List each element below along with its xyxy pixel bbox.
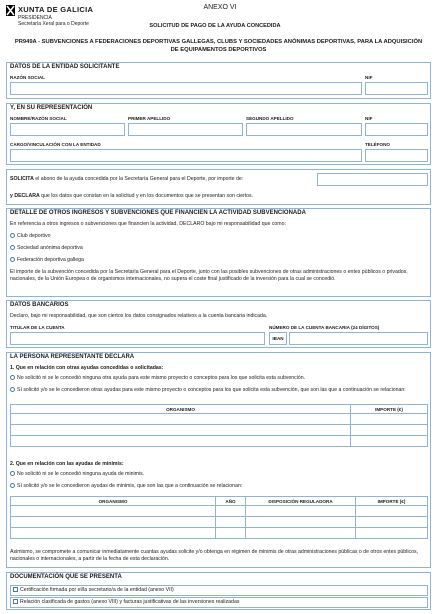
titular-input[interactable] — [10, 332, 265, 345]
section-bancarios — [6, 300, 431, 348]
checkbox-icon[interactable] — [13, 599, 18, 604]
col-organismo: ORGANISMO — [11, 497, 216, 506]
q2-option-no[interactable]: No solicitó ni se le concedió ninguna ayuda de minimis. — [10, 471, 144, 478]
bank-declaration: Declaro, bajo mi responsabilidad, que son ciertos los datos consignados relativos a la cuenta bancaria indicada. — [10, 313, 268, 319]
section-solicita — [6, 169, 431, 205]
table-row[interactable] — [11, 414, 428, 425]
option-sociedad[interactable]: Sociedad anónima deportiva — [10, 245, 83, 252]
col-ano: AÑO — [216, 497, 246, 506]
cargo-input[interactable] — [10, 149, 362, 162]
section-entidad — [6, 62, 431, 99]
radio-icon[interactable] — [10, 483, 15, 488]
doc-certificacion[interactable]: Certificación firmada por el/la secretario/a de la entidad (anexo VII) — [10, 585, 428, 596]
label-razon-social: RAZÓN SOCIAL — [10, 75, 45, 80]
radio-icon[interactable] — [10, 257, 15, 262]
section-otros-ingresos — [6, 208, 431, 297]
col-importe: IMPORTE (€) — [356, 497, 428, 506]
nombre-input[interactable] — [10, 123, 125, 136]
label-nombre: NOMBRE/RAZÓN SOCIAL — [10, 116, 67, 121]
solicita-text: SOLICITA el abono de la ayuda concedida por la Secretaría General para el Deporte, por importe de: — [10, 176, 244, 182]
q1-option-si[interactable]: Sí solicitó y/o se le concedieron otras ayudas para este mismo proyecto o conceptos para los que solicita esta subvención, que son las que a continuación se relacionan: — [10, 387, 428, 394]
document-title: SOLICITUD DE PAGO DE LA AYUDA CONCEDIDA — [149, 23, 281, 29]
section-title: DETALLE DE OTROS INGRESOS Y SUBVENCIONES QUE FINANCIEN LA ACTIVIDAD SUBVENCIONADA — [10, 210, 306, 216]
telefono-input[interactable] — [365, 149, 428, 162]
q2-option-si[interactable]: Sí solicitó y/o se le concedieron ayudas de minimis, que son las que a continuación se relacionan: — [10, 483, 242, 490]
section-documentacion — [6, 572, 431, 610]
question-1: 1. Que en relación con otras ayudas concedidas o solicitadas: — [10, 365, 164, 371]
intro-text: En referencia a otros ingresos o subvenciones que financien la actividad, DECLARO bajo mi responsabilidad que como: — [10, 221, 286, 227]
col-importe: IMPORTE (€) — [351, 405, 428, 414]
section-representacion — [6, 103, 431, 165]
option-federacion[interactable]: Federación deportiva gallega — [10, 257, 84, 264]
table-minimis — [10, 496, 428, 539]
label-numero-cuenta: NÚMERO DE LA CUENTA BANCARIA (24 DÍGITOS) — [269, 325, 380, 330]
section-title: DATOS DE LA ENTIDAD SOLICITANTE — [10, 64, 120, 70]
segundo-apellido-input[interactable] — [246, 123, 362, 136]
table-row[interactable] — [11, 506, 428, 517]
radio-icon[interactable] — [10, 375, 15, 380]
q1-option-no[interactable]: No solicitó ni se le concedió ninguna otra ayuda para este mismo proyecto o conceptos para los que solicita esta subvención. — [10, 375, 425, 382]
checkbox-icon[interactable] — [13, 587, 18, 592]
label-titular: TITULAR DE LA CUENTA — [10, 325, 65, 330]
col-disposicion: DISPOSICIÓN REGULADORA — [246, 497, 356, 506]
label-nif: NIF — [365, 116, 373, 121]
question-2: 2. Que en relación con las ayudas de minimis: — [10, 461, 124, 467]
procedure-title: PR949A - SUBVENCIONES A FEDERACIONES DEPORTIVAS GALLEGAS, CLUBS Y SOCIEDADES ANÓNIMAS DEPORTIVAS, PARA LA ADQUISICIÓN DE EQUIPAMENTOS DEPORTIVOS — [14, 39, 423, 53]
table-row[interactable] — [11, 425, 428, 436]
table-row[interactable] — [11, 436, 428, 447]
radio-icon[interactable] — [10, 471, 15, 476]
department: PRESIDENCIA — [18, 15, 52, 21]
radio-icon[interactable] — [10, 387, 15, 392]
col-organismo: ORGANISMO — [11, 405, 351, 414]
table-row[interactable] — [11, 528, 428, 539]
section-title: LA PERSONA REPRESENTANTE DECLARA — [10, 354, 135, 360]
iban-label: IBAN — [269, 332, 287, 345]
logo-text: XUNTA DE GALICIA — [18, 5, 94, 14]
doc-relacion-gastos[interactable]: Relación clasificada de gastos (anexo VIII) y facturas justificativas de las inversiones realizadas — [10, 597, 428, 608]
section-title: Y, EN SU REPRESENTACIÓN — [10, 105, 93, 111]
rep-nif-input[interactable] — [365, 123, 428, 136]
importe-input[interactable] — [317, 173, 428, 186]
section-title: DATOS BANCARIOS — [10, 302, 69, 308]
label-telefono: TELÉFONO — [365, 142, 391, 147]
label-nif: NIF — [365, 75, 373, 80]
compromiso-text: Asimismo, se compromete a comunicar inmediatamente cuantas ayudas solicite y/o obtenga en régimen de minimis de otras administraciones públicas o de otros entes públicos, nacionales o internacionales, a partir de la fecha de esta declaración. — [10, 549, 418, 562]
option-club[interactable]: Club deportivo — [10, 233, 50, 240]
label-segundo-apellido: SEGUNDO APELLIDO — [246, 116, 294, 121]
nif-input[interactable] — [365, 82, 428, 95]
label-cargo: CARGO/VINCULACIÓN CON LA ENTIDAD — [10, 142, 101, 147]
razon-social-input[interactable] — [10, 82, 362, 95]
section-declara — [6, 352, 431, 568]
radio-icon[interactable] — [10, 233, 15, 238]
importe-text: El importe de la subvención concedida por la Secretaría General para el Deporte, junto con las posibles subvenciones de otras administraciones o entes públicos o privados, nacionales, de la Unión Europea o de organismos internacionales, no supera el coste final justificado de la inversión para la cual se concedió. — [10, 269, 408, 282]
primer-apellido-input[interactable] — [128, 123, 243, 136]
subdepartment: Secretaría Xeral para o Deporte — [18, 21, 89, 27]
xunta-logo-icon — [6, 5, 15, 16]
radio-icon[interactable] — [10, 245, 15, 250]
cuenta-input[interactable] — [289, 332, 428, 345]
anexo-label: ANEXO VI — [203, 4, 237, 11]
declara-text: y DECLARA que los datos que constan en la solicitud y en los documentos que se presentan son ciertos. — [10, 193, 254, 199]
table-otras-ayudas — [10, 404, 428, 447]
table-row[interactable] — [11, 517, 428, 528]
label-primer-apellido: PRIMER APELLIDO — [128, 116, 171, 121]
section-title: DOCUMENTACIÓN QUE SE PRESENTA — [10, 574, 122, 580]
